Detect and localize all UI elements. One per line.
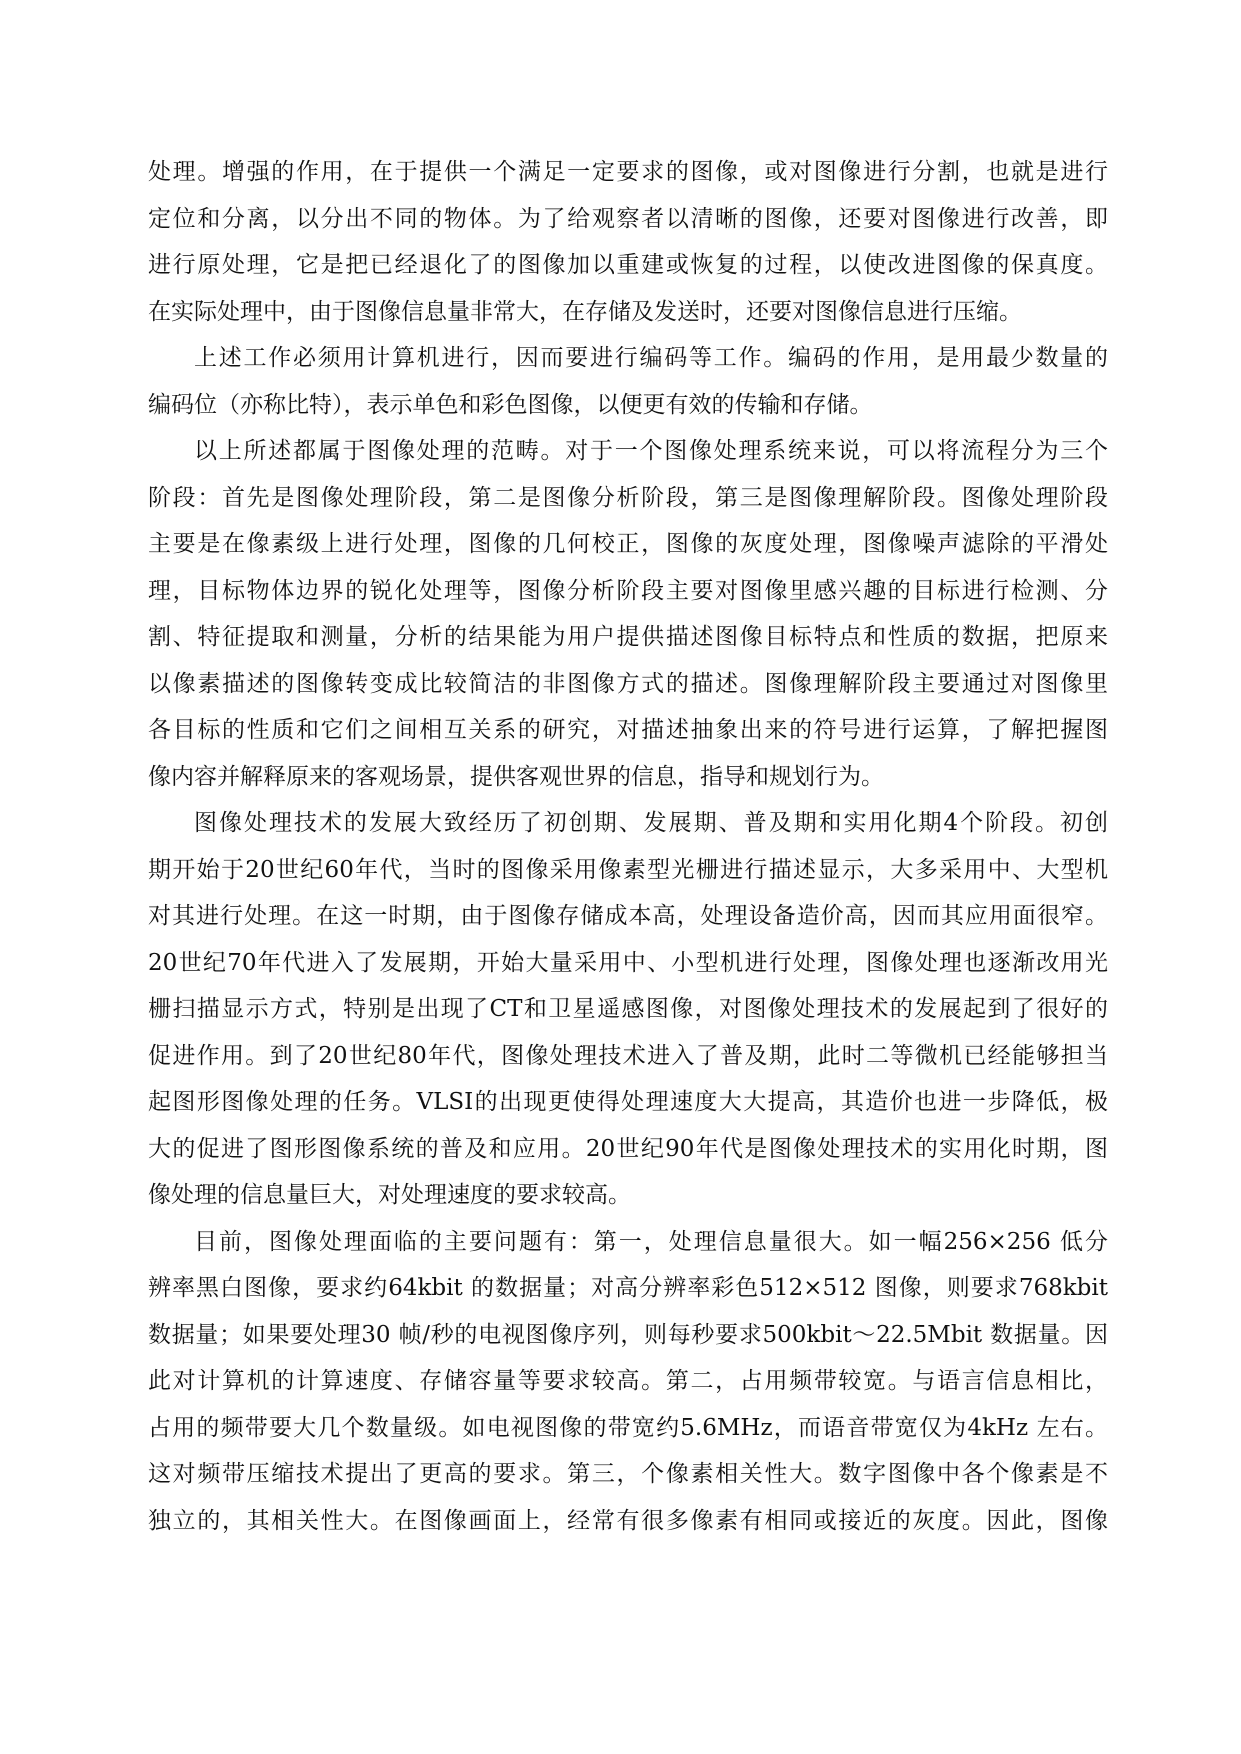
text-line: 以上所述都属于图像处理的范畴。对于一个图像处理系统来说，可以将流程分为三个 [194, 438, 1108, 464]
body-text [148, 149, 1108, 1544]
text-line: 进行原处理，它是把已经退化了的图像加以重建或恢复的过程，以使改进图像的保真度。 [148, 252, 1108, 278]
text-line: 期开始于20世纪60年代，当时的图像采用像素型光栅进行描述显示，大多采用中、大型机 [148, 856, 1108, 883]
text-line: 以像素描述的图像转变成比较简洁的非图像方式的描述。图像理解阶段主要通过对图像里 [148, 670, 1108, 697]
text-line: 像内容并解释原来的客观场景，提供客观世界的信息，指导和规划行为。 [148, 763, 884, 790]
text-line: 处理。增强的作用，在于提供一个满足一定要求的图像，或对图像进行分割，也就是进行 [148, 159, 1108, 185]
text-line: 独立的，其相关性大。在图像画面上，经常有很多像素有相同或接近的灰度。因此，图像 [148, 1507, 1108, 1534]
text-line: 割、特征提取和测量，分析的结果能为用户提供描述图像目标特点和性质的数据，把原来 [148, 624, 1108, 650]
text-line: 各目标的性质和它们之间相互关系的研究，对描述抽象出来的符号进行运算，了解把握图 [148, 717, 1108, 743]
paragraph-4 [148, 800, 1108, 1219]
text-line: 这对频带压缩技术提出了更高的要求。第三，个像素相关性大。数字图像中各个像素是不 [148, 1461, 1108, 1487]
text-line: 辨率黑白图像，要求约64kbit 的数据量；对高分辨率彩色512×512 图像，则要求768kbit [148, 1275, 1108, 1301]
text-line: 对其进行处理。在这一时期，由于图像存储成本高，处理设备造价高，因而其应用面很窄。 [148, 903, 1108, 929]
text-line: 图像处理技术的发展大致经历了初创期、发展期、普及期和实用化期4个阶段。初创 [194, 810, 1108, 836]
text-line: 像处理的信息量巨大，对处理速度的要求较高。 [148, 1182, 631, 1208]
text-line: 起图形图像处理的任务。VLSI的出现更使得处理速度大大提高，其造价也进一步降低，极 [148, 1089, 1108, 1115]
paragraph-2 [148, 335, 1108, 428]
text-line: 栅扫描显示方式，特别是出现了CT和卫星遥感图像，对图像处理技术的发展起到了很好的 [148, 996, 1108, 1022]
text-line: 大的促进了图形图像系统的普及和应用。20世纪90年代是图像处理技术的实用化时期，图 [148, 1135, 1108, 1162]
text-line: 20世纪70年代进入了发展期，开始大量采用中、小型机进行处理，图像处理也逐渐改用光 [148, 949, 1108, 976]
text-line: 目前，图像处理面临的主要问题有：第一，处理信息量很大。如一幅256×256 低分 [194, 1228, 1108, 1255]
text-line: 上述工作必须用计算机进行，因而要进行编码等工作。编码的作用，是用最少数量的 [194, 345, 1108, 371]
text-line: 占用的频带要大几个数量级。如电视图像的带宽约5.6MHz，而语音带宽仅为4kHz 左右。 [148, 1414, 1108, 1441]
text-line: 理，目标物体边界的锐化处理等，图像分析阶段主要对图像里感兴趣的目标进行检测、分 [148, 577, 1108, 604]
paragraph-3 [148, 428, 1108, 800]
text-line: 促进作用。到了20世纪80年代，图像处理技术进入了普及期，此时二等微机已经能够担当 [148, 1042, 1108, 1069]
paragraph-5 [148, 1219, 1108, 1545]
text-line: 定位和分离，以分出不同的物体。为了给观察者以清晰的图像，还要对图像进行改善，即 [148, 205, 1108, 232]
text-line: 此对计算机的计算速度、存储容量等要求较高。第二，占用频带较宽。与语言信息相比， [148, 1368, 1108, 1394]
paragraph-1 [148, 149, 1108, 335]
text-line: 在实际处理中，由于图像信息量非常大，在存储及发送时，还要对图像信息进行压缩。 [148, 298, 1022, 325]
text-line: 阶段：首先是图像处理阶段，第二是图像分析阶段，第三是图像理解阶段。图像处理阶段 [148, 484, 1108, 511]
text-line: 数据量；如果要处理30 帧/秒的电视图像序列，则每秒要求500kbit～22.5Mbit 数据量。因 [148, 1321, 1108, 1348]
text-line: 主要是在像素级上进行处理，图像的几何校正，图像的灰度处理，图像噪声滤除的平滑处 [148, 531, 1108, 557]
text-line: 编码位（亦称比特），表示单色和彩色图像，以便更有效的传输和存储。 [148, 391, 873, 418]
